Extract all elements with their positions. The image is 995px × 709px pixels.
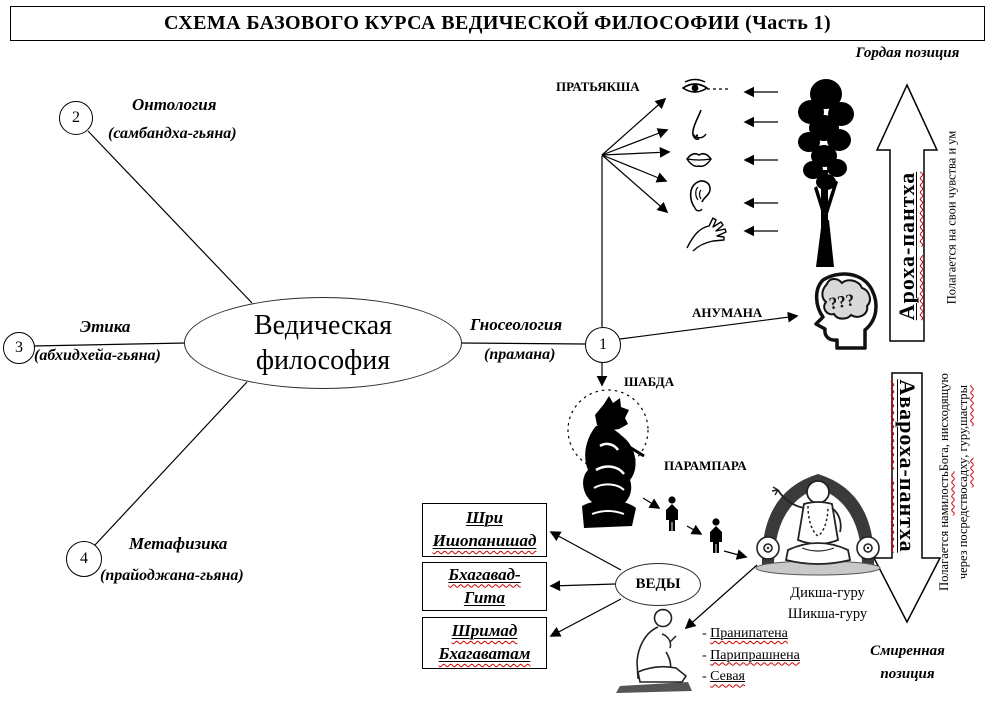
kneeling-disciple-icon [606, 602, 696, 697]
anumana-label: АНУМАНА [692, 305, 763, 320]
ontology-sublabel: (самбандха-гьяна) [108, 125, 237, 142]
gnoseology-label: Гносеология [470, 315, 563, 334]
central-topic-ellipse [184, 297, 462, 389]
list-item: - Парипрашнена [702, 647, 800, 663]
book-title: Шримад Бхагаватам [438, 621, 531, 663]
humble-position-label: Смиренная позиция [870, 643, 945, 682]
deity-icon [552, 386, 660, 542]
aroha-side-text: Полагается на свои чувства и ум [944, 130, 959, 305]
parampara-label: ПАРАМПАРА [664, 458, 747, 473]
aroha-pantha-label: Ароха - пантха [894, 171, 919, 321]
list-item: - Севая [702, 669, 745, 685]
person-icon [705, 518, 727, 554]
guru-type-labels: Дикша-гуру Шикша-гуру [787, 585, 868, 623]
central-topic-text: Ведическая философия [253, 310, 393, 376]
ethics-sublabel: (абхидхейа-гьяна) [34, 347, 161, 364]
diagram-title: СХЕМА БАЗОВОГО КУРСА ВЕДИЧЕСКОЙ ФИЛОСОФИИ (Часть 1) [163, 12, 832, 34]
shabda-label: ШАБДА [624, 374, 675, 389]
diagram-title-box [10, 6, 985, 41]
book-bhagavad-gita [422, 562, 547, 611]
ethics-label: Этика [80, 317, 131, 336]
gnoseology-sublabel: (прамана) [484, 346, 556, 363]
vedas-ellipse [615, 563, 701, 606]
vedas-label: ВЕДЫ [635, 576, 681, 592]
proud-position-label: Гордая позиция [855, 45, 960, 61]
pratyaksha-label: ПРАТЬЯКША [556, 79, 640, 94]
book-sri-ishopanishad [422, 503, 547, 557]
metaphysics-sublabel: (прайоджана-гьяна) [100, 567, 244, 584]
book-srimad-bhagavatam [422, 617, 547, 669]
tree-icon [786, 70, 866, 268]
ontology-label: Онтология [132, 95, 217, 114]
nose-icon [684, 108, 712, 142]
head-brain-icon [793, 268, 885, 353]
avaroha-side-text-line1: Полагается на милость Бога, нисходящую [936, 373, 951, 591]
mouth-icon [685, 144, 713, 174]
book-title: Бхагавад- Гита [448, 564, 521, 607]
avaroha-side-text-line2: через посредство садху , гуру, шастры [955, 384, 970, 580]
person-icon [661, 496, 683, 532]
hand-icon [683, 214, 731, 252]
node-4: 4 [66, 541, 102, 577]
ear-icon [686, 178, 714, 214]
brain-questions-text: ??? [827, 290, 856, 314]
eye-icon [681, 78, 709, 98]
list-item: - Пранипатена [702, 626, 788, 641]
node-1: 1 [585, 327, 621, 363]
avaroha-pantha-label: Авароха - пантха [895, 379, 920, 553]
metaphysics-label: Метафизика [129, 534, 228, 553]
guru-icon [752, 462, 884, 576]
node-3: 3 [3, 332, 35, 364]
node-2: 2 [59, 101, 93, 135]
book-title: Шри Ишопанишад [432, 508, 537, 550]
